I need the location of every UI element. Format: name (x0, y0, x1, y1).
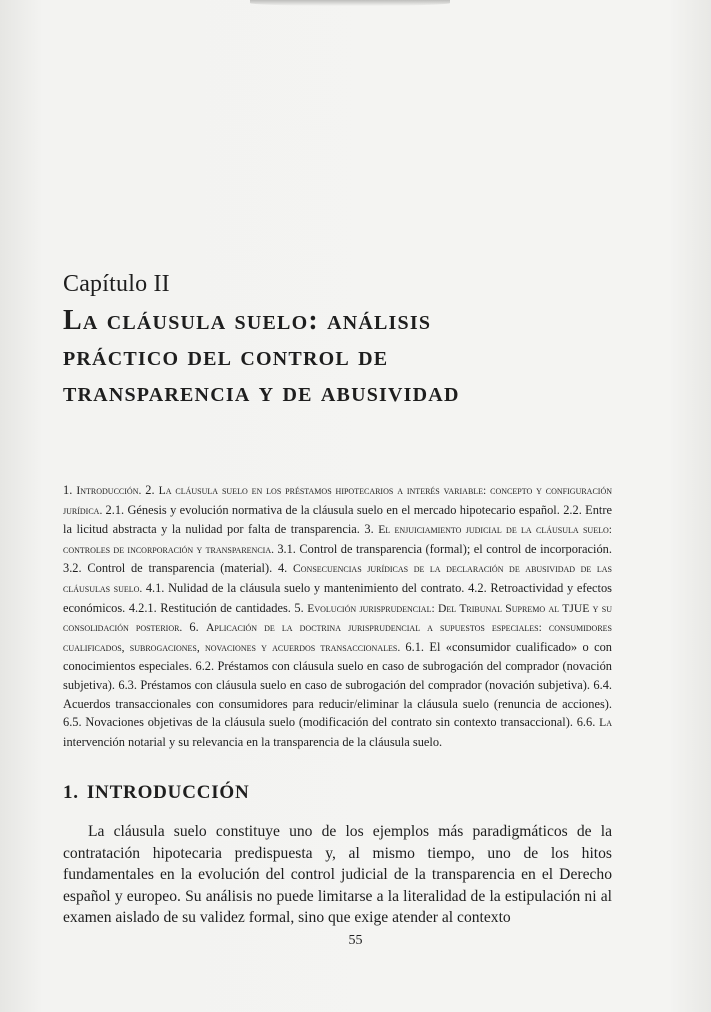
summary-heading-segment: Consecuencias jurídicas de la declaración de abusividad de las cláusulas suelo. (63, 562, 612, 595)
summary-text-segment: 6.1. El «consumidor cualificado» o con conocimientos especiales. 6.2. Préstamos con cláusula suelo en caso de subrogación del comprador (novación subjetiva). 6.3. Préstamos con cláusula suelo en caso de subrogación del comprador (novación subjetiva). 6.4. Acuerdos transaccionales con consumidores para reducir/eliminar la cláusula suelo (renuncia de acciones). 6.5. Novaciones objetivas de la cláusula suelo (modificación del contrato sin contexto transaccional). 6.6. (63, 639, 613, 730)
summary-text-segment: 1. (63, 483, 77, 497)
chapter-title-line: La cláusula suelo: análisis (63, 305, 432, 336)
body-paragraph: La cláusula suelo constituye uno de los ejemplos más paradigmáticos de la contratación hipotecaria predispuesta y, al mismo tiempo, uno de los hitos fundamentales en la evolución del control judicial de la transparencia en el Derecho español y europeo. Su análisis no puede limitarse a la literalidad de la estipulación ni al examen aislado de su validez formal, sino que exige atender al contexto (63, 823, 612, 927)
scan-shadow (250, 0, 450, 6)
chapter-label: Capítulo II (63, 271, 170, 297)
summary-text-segment: 6. (189, 620, 207, 635)
chapter-title-line: práctico del control de (63, 341, 389, 372)
chapter-title (63, 303, 663, 411)
summary-text-segment: 2.1. Génesis y evolución normativa de la cláusula suelo en el mercado hipotecario español. 2.2. Entre la licitud abstracta y la nulidad por falta de transparencia. 3. (63, 502, 612, 537)
summary-heading-segment: Aplicación de la doctrina jurisprudencial a supuestos especiales: consumidores cualificados, subrogaciones, novaciones y acuerdos transaccionales. (63, 621, 612, 654)
summary-heading-segment: La cláusula suelo en los préstamos hipotecarios a interés variable: concepto y configuración jurídica. (63, 484, 613, 517)
summary-text-segment: intervención notarial y su relevancia en la transparencia de la cláusula suelo. (63, 734, 443, 749)
summary-text-segment: 3.1. Control de transparencia (formal); el control de incorporación. 3.2. Control de transparencia (material). 4. (63, 541, 612, 576)
summary-heading-segment: Evolución jurisprudencial: Del Tribunal Supremo al TJUE y su consolidación posterior. (63, 601, 612, 635)
section-number: 1. (63, 782, 79, 803)
section-title: INTRODUCCIÓN (86, 782, 250, 803)
section-heading (63, 782, 250, 804)
summary-heading-segment: Introducción. (76, 484, 146, 497)
summary-text-segment: 4.1. Nulidad de la cláusula suelo y mantenimiento del contrato. 4.2. Retroactividad y efectos económicos. 4.2.1. Restitución de cantidades. 5. (63, 580, 613, 615)
page-number: 55 (348, 933, 363, 948)
summary-text-segment: 2. (145, 483, 159, 497)
chapter-summary (63, 481, 612, 751)
summary-heading-segment: La (599, 716, 612, 730)
chapter-title-line: transparencia y de abusividad (63, 377, 460, 408)
summary-heading-segment: El enjuiciamiento judicial de la cláusula suelo: controles de incorporación y transparencia. (63, 523, 612, 556)
